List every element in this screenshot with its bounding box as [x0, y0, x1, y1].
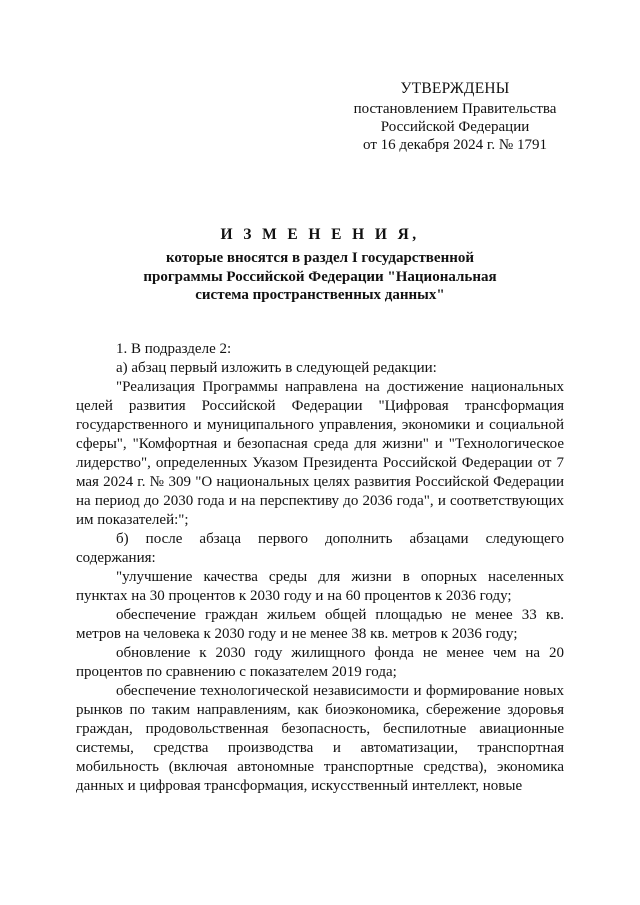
paragraph-item-b: б) после абзаца первого дополнить абзацами следующего содержания:: [76, 531, 564, 566]
paragraph-living-quality: "улучшение качества среды для жизни в опорных населенных пунктах на 30 процентов к 2030 году и на 60 процентов к 2036 году;: [76, 569, 564, 604]
paragraph-item-a: а) абзац первый изложить в следующей редакции:: [116, 360, 437, 376]
paragraph-housing-area: обеспечение граждан жильем общей площадью не менее 33 кв. метров на человека к 2030 году и не менее 38 кв. метров к 2036 году;: [76, 607, 564, 642]
document-title-block: [100, 225, 540, 305]
paragraph-section-1: 1. В подразделе 2:: [116, 341, 232, 357]
paragraph-tech-independence: обеспечение технологической независимости и формирование новых рынков по таким направлениям, как биоэкономика, сбережение здоровья граждан, продовольственная безопасность, беспилотные авиационные системы, средства производства и автоматизации, транспортная мобильность (включая автономные транспортные средства), экономика данных и цифровая трансформация, искусственный интеллект, новые: [76, 683, 564, 794]
approval-stamp: [330, 80, 580, 154]
document-body: [76, 340, 564, 796]
approval-line-resolution: постановлением Правительства: [353, 101, 557, 117]
paragraph-program-goals: "Реализация Программы направлена на достижение национальных целей развития Российской Федерации "Цифровая трансформация государственного и муниципального управления, экономики и социальной сферы", "Комфортная и безопасная среда для жизни" и "Технологическое лидерство", определенных Указом Президента Российской Федерации от 7 мая 2024 г. № 309 "О национальных целях развития Российской Федерации на период до 2030 года и на перспективу до 2036 года", и соответствующих им показателей:";: [76, 379, 564, 528]
approval-line-date: от 16 декабря 2024 г. № 1791: [363, 137, 547, 153]
approval-heading: УТВЕРЖДЕНЫ: [400, 80, 510, 97]
document-subtitle: которые вносятся в раздел I государственной программы Российской Федерации "Национальная система пространственных данных": [143, 250, 497, 303]
approval-line-federation: Российской Федерации: [380, 119, 530, 135]
document-title: И З М Е Н Е Н И Я,: [220, 226, 420, 243]
paragraph-housing-renewal: обновление к 2030 году жилищного фонда не менее чем на 20 процентов по сравнению с показателем 2019 года;: [76, 645, 564, 680]
